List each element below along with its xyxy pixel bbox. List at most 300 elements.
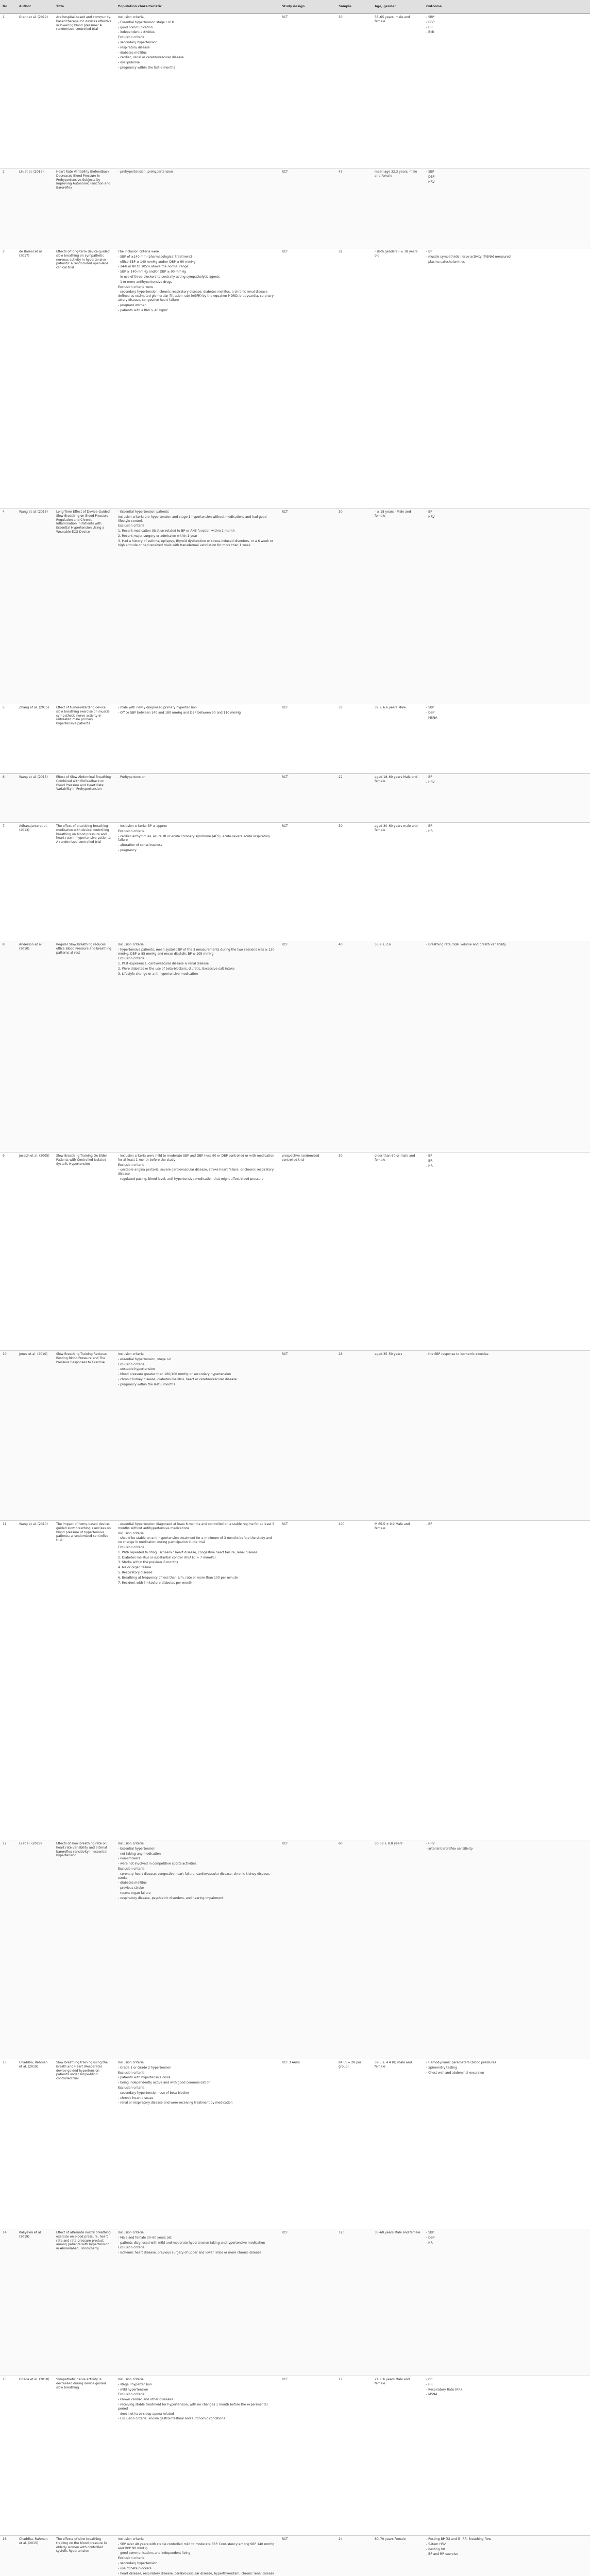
list-item: - SBP of ≥140 mm (pharmacological treatment)	[118, 255, 192, 259]
age-gender-cell: 60–70 years Female	[372, 2536, 424, 2576]
outcome-cell-list	[426, 170, 587, 184]
population-cell	[115, 2229, 279, 2376]
age-gender-cell: mean age 32.3 years, male and female	[372, 168, 424, 248]
table-row	[0, 1153, 590, 1351]
table-row	[0, 704, 590, 774]
list-item: - pregnant women	[118, 303, 147, 307]
outcome-cell-list	[426, 510, 587, 519]
list-item: - Grade 1 or Grade 2 hypertension	[118, 2065, 172, 2070]
population-cell-list	[118, 775, 277, 779]
list-item: - Hemodynamic parameters (blood pressure)	[426, 2061, 496, 2064]
population-cell	[115, 704, 279, 774]
list-item: Inclusion criteria	[118, 1352, 144, 1356]
population-cell-list	[118, 1522, 277, 1585]
list-item: - HR	[426, 829, 433, 833]
age-gender-cell: aged 35–50 years	[372, 1351, 424, 1521]
list-item: - MSNA	[426, 2393, 437, 2397]
title-cell: Heart Rate Variability Biofeedback Decreases Blood Pressure in Prehypertensive Subjects by Improving Autonomic Function and Baroreflex	[54, 168, 115, 248]
list-item: - receiving stable treatment for hypertension, with no changes 1 month before the experimental period	[118, 2402, 268, 2411]
header-cell: No	[0, 0, 16, 14]
header-cell: Author	[16, 0, 54, 14]
list-item: - known cardiac and other diseases	[118, 2398, 173, 2402]
outcome-cell-list	[426, 706, 587, 720]
list-item: - independent activities	[118, 30, 155, 35]
study-number-cell: 14	[0, 2229, 16, 2376]
outcome-cell	[424, 2376, 590, 2536]
study-number-cell: 2	[0, 168, 16, 248]
outcome-cell-list	[426, 250, 587, 264]
list-item: - HRV	[426, 1842, 435, 1845]
outcome-cell-list	[426, 2537, 587, 2556]
list-item: - Chest wall and abdominal excursion	[426, 2071, 484, 2075]
list-item: - recent organ failure	[118, 1891, 151, 1895]
title-cell: Sympathetic nerve activity is decreased during device guided slow breathing	[54, 2376, 115, 2536]
population-cell-list	[118, 2537, 277, 2575]
sample-cell: 60	[336, 1840, 372, 2059]
author-cell: Jones et al. (2010)	[16, 1351, 54, 1521]
outcome-cell	[424, 1521, 590, 1840]
list-item: - pregnancy	[118, 848, 137, 852]
header-row	[0, 0, 590, 14]
table-row	[0, 509, 590, 704]
outcome-cell	[424, 2229, 590, 2376]
outcome-cell	[424, 1351, 590, 1521]
title-cell: Regular Slow Breathing reduces office Blood Pressure and breathing patterns at rest	[54, 941, 115, 1153]
study-design-cell: RCT	[279, 823, 336, 941]
list-item: 3. Lifestyle change or anti-hypertensive medication	[118, 972, 198, 976]
list-item: Inclusion criteria pre-hypertension and stage 1 hypertension without medications and had good lifestyle control.	[118, 515, 267, 523]
list-item: - patients with hypertensive crisis	[118, 2076, 171, 2080]
list-item: Exclusion criteria	[118, 2393, 145, 2397]
author-cell: Anderson et al. (2010)	[16, 941, 54, 1153]
header-cell: Title	[54, 0, 115, 14]
list-item: - pregnancy within the last 6 months	[118, 65, 175, 70]
list-item: - diabetes mellitus	[118, 1881, 147, 1885]
list-item: - unstable angina pectoris, severe cardiovascular disease, stroke heart failure, or chronic respiratory disease	[118, 1168, 274, 1176]
list-item: - alteration of consciousness	[118, 843, 162, 848]
sample-cell: 24	[336, 2536, 372, 2576]
list-item: - DBP	[426, 175, 435, 179]
list-item: Exclusion criteria	[118, 829, 145, 833]
list-item: - MSNA	[426, 716, 437, 720]
age-gender-cell: older than 60 or male and female	[372, 1153, 424, 1351]
list-item: - stage I hypertension	[118, 2382, 152, 2386]
outcome-cell	[424, 1153, 590, 1351]
list-item: - SBP	[426, 170, 434, 174]
header-cell: Age, gender	[372, 0, 424, 14]
outcome-cell	[424, 823, 590, 941]
list-item: - DBP	[426, 20, 435, 24]
list-item: - Respiratory Rate (RR)	[426, 2387, 462, 2392]
list-item: - use of beta blockers	[118, 2566, 151, 2570]
sample-cell: 30	[336, 14, 372, 168]
list-item: - essential hypertension, stage I–II	[118, 1357, 171, 1361]
list-item: Inclusion criteria	[118, 1842, 144, 1845]
list-item: - Essential hypertension	[118, 1846, 156, 1851]
list-item: - male with newly diagnosed primary hypertension	[118, 706, 197, 709]
population-cell-list	[118, 2061, 277, 2105]
outcome-cell-list	[426, 1522, 587, 1527]
title-cell: Effect of Slow Abdominal Breathing Combined with Biofeedback on Blood Pressure and Heart Rate Variability in Prehypertension	[54, 774, 115, 823]
study-design-cell: RCT	[279, 248, 336, 509]
list-item: - BR	[426, 1159, 433, 1163]
study-number-cell: 9	[0, 1153, 16, 1351]
list-item: Exclusion criteria	[118, 1545, 145, 1549]
list-item: - the SBP response to isometric exercise	[426, 1352, 488, 1356]
study-design-cell: RCT	[279, 1840, 336, 2059]
sample-cell: 33	[336, 704, 372, 774]
title-cell: The effect of practicing breathing meditation with device controlling breathing on blood pressure and heart rate in hypertensive patients: A randomized controlled trial	[54, 823, 115, 941]
population-cell	[115, 248, 279, 509]
population-cell	[115, 2536, 279, 2576]
author-cell: Chaddha, Rahman et al. (2019)	[16, 2059, 54, 2229]
age-gender-cell: - Both genders - ≥ 18 years old	[372, 248, 424, 509]
population-cell-list	[118, 706, 277, 715]
list-item: Inclusion criteria	[118, 2061, 144, 2064]
header-cell: Study design	[279, 0, 336, 14]
outcome-cell-list	[426, 1154, 587, 1168]
author-cell: Wang et al. (2015)	[16, 774, 54, 823]
list-item: 1. Past experience, cardiovascular disease & renal disease	[118, 962, 209, 966]
study-number-cell: 6	[0, 774, 16, 823]
study-design-cell: RCT	[279, 941, 336, 1153]
list-item: - chronic heart disease	[118, 2096, 154, 2100]
study-number-cell: 8	[0, 941, 16, 1153]
title-cell: Effect of alternate nostril breathing exercise on blood pressure, heart rate and rate pressure product among patients with hypertension in Ahmedabad, Pondicherry	[54, 2229, 115, 2376]
list-item: - office SBP ≥ 140 mmHg and/or DBP ≥ 90 mmHg	[118, 260, 196, 264]
sample-cell: 84 (n = 28 per group)	[336, 2059, 372, 2229]
list-item: - Prehypertension	[118, 775, 146, 779]
outcome-cell	[424, 1840, 590, 2059]
population-cell	[115, 509, 279, 704]
list-item: The inclusion criteria were	[118, 250, 159, 253]
outcome-cell	[424, 774, 590, 823]
list-item: - BP	[426, 824, 432, 828]
list-item: - Resting BP (S) and ill. RR. Breathing flow	[426, 2537, 491, 2541]
title-cell: The effects of slow breathing training on the blood pressure in elderly women with controlled systolic hypertension	[54, 2536, 115, 2576]
list-item: - SBP	[426, 706, 434, 709]
list-item: - 24-h or 80 to 105% above the normal range	[118, 265, 189, 269]
population-cell	[115, 941, 279, 1153]
study-number-cell: 12	[0, 1840, 16, 2059]
age-gender-cell: 59.5 ± 4.4 (8) male and female	[372, 2059, 424, 2229]
list-item: Exclusion criteria were	[118, 285, 153, 289]
age-gender-cell: - ≥ 18 years - Male and female	[372, 509, 424, 704]
list-item: - HRV	[426, 180, 435, 184]
author-cell: Zhang et al. (2015)	[16, 704, 54, 774]
list-item: Inclusion criteria	[118, 943, 144, 946]
study-design-cell: RCT	[279, 2376, 336, 2536]
author-cell: Chaddha, Rahman et al. (2015)	[16, 2536, 54, 2576]
list-item: - cardiac, renal or cerebrovascular disease	[118, 56, 184, 60]
list-item: - chronic kidney disease, diabetes mellitus, heart or cerebrovascular disease	[118, 1377, 237, 1381]
author-cell: Adhanajanto et al. (2013)	[16, 823, 54, 941]
study-design-cell: RCT	[279, 704, 336, 774]
population-cell	[115, 1521, 279, 1840]
list-item: Inclusion criteria	[118, 2231, 144, 2234]
sample-cell: 120	[336, 2229, 372, 2376]
list-item: - SBP	[426, 2231, 434, 2234]
table-row	[0, 823, 590, 941]
list-item: - DBP	[426, 710, 435, 715]
sample-cell: 28	[336, 1351, 372, 1521]
header-cell: Population characteristic	[115, 0, 279, 14]
table-row	[0, 2536, 590, 2576]
table-row	[0, 1351, 590, 1521]
age-gender-cell: M 65.5 ± 9.9 Male and female	[372, 1521, 424, 1840]
sample-cell: 32	[336, 248, 372, 509]
sample-cell: 40	[336, 941, 372, 1153]
title-cell: The impact of home-based device-guided slow breathing exercises on blood pressure of hypertensive patients: a randomized controlled trial	[54, 1521, 115, 1840]
population-cell-list	[118, 824, 277, 853]
outcome-cell-list	[426, 824, 587, 834]
outcome-cell-list	[426, 2378, 587, 2397]
age-gender-cell: 35–65 years, male and female	[372, 14, 424, 168]
list-item: Inclusion criteria	[118, 1531, 144, 1535]
study-number-cell: 10	[0, 1351, 16, 1521]
list-item: - were not involved in competitive sports activities	[118, 1862, 197, 1866]
list-item: - BP	[426, 2378, 432, 2381]
sample-cell: 30	[336, 1153, 372, 1351]
title-cell: Slow breathing training using the Breath and Heart (Resperate) device-guided hypertension patients under single-blind controlled trial	[54, 2059, 115, 2229]
list-item: - Inclusion criteria: BP ≥ approx	[118, 824, 167, 828]
list-item: - BP	[426, 510, 432, 514]
outcome-cell	[424, 509, 590, 704]
population-cell-list	[118, 2378, 277, 2421]
table-row	[0, 2376, 590, 2536]
study-design-cell: RCT	[279, 1521, 336, 1840]
table-row	[0, 2229, 590, 2376]
list-item: - unstable hypertension	[118, 1367, 155, 1371]
study-design-cell: RCT	[279, 2229, 336, 2376]
sample-cell: 17	[336, 2376, 372, 2536]
population-cell	[115, 14, 279, 168]
outcome-cell	[424, 168, 590, 248]
header-cell: Sample	[336, 0, 372, 14]
list-item: - HRV	[426, 515, 435, 519]
list-item: - BP and RR exercise	[426, 2552, 458, 2556]
author-cell: Grant et al. (2019)	[16, 14, 54, 168]
author-cell: Kaliyevia et al. (2019)	[16, 2229, 54, 2376]
list-item: Exclusion criteria	[118, 2556, 145, 2561]
study-design-cell: RCT	[279, 509, 336, 704]
study-number-cell: 11	[0, 1521, 16, 1840]
outcome-cell-list	[426, 943, 587, 947]
table-row	[0, 2059, 590, 2229]
author-cell: Lin et al. (2012)	[16, 168, 54, 248]
table-row	[0, 248, 590, 509]
list-item: - non-smokers	[118, 1857, 140, 1861]
list-item: - Inclusion criteria were mild to moderate SBP and DBP (less 90 or DBP controlled or with medication for at least 1 month before the study	[118, 1154, 274, 1162]
list-item: - regulated pacing, blood level, anti-hypertensive medication that might affect blood pressure	[118, 1177, 264, 1181]
list-item: - Resting HR	[426, 2547, 446, 2551]
list-item: - plasma catecholamines	[426, 260, 465, 264]
list-item: - secondary hypertension, use of beta-blocker	[118, 2091, 190, 2095]
study-number-cell: 5	[0, 704, 16, 774]
list-item: - previous stroke	[118, 1886, 144, 1890]
list-item: - HR	[426, 25, 433, 29]
study-design-cell: prospective randomized controlled trial	[279, 1153, 336, 1351]
list-item: 3. Had a history of asthma, epilepsy, thyroid dysfunction or stress-induced disorders, or a 6 week or high altitude or had received trials with transdermal ventilation for more than 1 week	[118, 539, 273, 547]
title-cell: Are hospital-based and community-based therapeutic devices effective in lowering blood pressure? A randomized controlled trial	[54, 14, 115, 168]
outcome-cell-list	[426, 1842, 587, 1851]
list-item: Exclusion criteria	[118, 1163, 145, 1167]
list-item: 5. Respiratory disease	[118, 1570, 153, 1574]
study-number-cell: 7	[0, 823, 16, 941]
list-item: - BP	[426, 775, 432, 779]
list-item: 3. Stroke within the previous 6 months	[118, 1561, 178, 1565]
list-item: - good communication, and independent living	[118, 2551, 191, 2555]
list-item: - HRV	[426, 780, 435, 784]
list-item: - pregnancy within the last 6 months	[118, 1382, 175, 1386]
population-cell	[115, 1840, 279, 2059]
author-cell: Joseph et al. (2005)	[16, 1153, 54, 1351]
list-item: - being independently active and with good communication	[118, 2081, 211, 2085]
population-cell	[115, 774, 279, 823]
list-item: - Breathing rate, tidal volume and breath variability	[426, 943, 506, 946]
list-item: - dyslipidemia	[118, 61, 140, 65]
list-item: - SBP	[426, 15, 434, 19]
list-item: - blood pressure greater than 160/100 mmHg or secondary hypertension	[118, 1372, 231, 1377]
population-cell-list	[118, 510, 277, 547]
header-cell: Outcome	[424, 0, 590, 14]
outcome-cell-list	[426, 775, 587, 785]
outcome-cell	[424, 248, 590, 509]
age-gender-cell: 55.9 ± 2.6	[372, 941, 424, 1153]
list-item: - secondary hypertension, chronic respiratory disease, diabetes mellitus, a chronic renal disease defined as estimated glomerular filtration rate (eGFR) by the equation MDRD, bradycardia, coronary artery disease, congestive heart failure	[118, 290, 274, 302]
list-item: - 1 or more antihypertensive drugs	[118, 280, 172, 284]
list-item: Inclusion criteria	[118, 2537, 144, 2541]
outcome-cell-list	[426, 1352, 587, 1357]
list-item: - patients diagnosed with mild and moderate hypertension taking antihypertensive medication	[118, 2241, 265, 2245]
list-item: - respiratory disease, psychiatric disorders, and hearing impairment	[118, 1896, 224, 1900]
age-gender-cell: 37 ± 6.6 years Male	[372, 704, 424, 774]
outcome-cell	[424, 14, 590, 168]
table-body	[0, 14, 590, 2576]
outcome-cell-list	[426, 2231, 587, 2245]
outcome-cell	[424, 704, 590, 774]
sample-cell: 30	[336, 823, 372, 941]
list-item: - HR	[426, 2241, 433, 2245]
population-cell	[115, 2059, 279, 2229]
study-design-cell: RCT	[279, 1351, 336, 1521]
age-gender-cell: aged 18–60 years Male and female	[372, 774, 424, 823]
outcome-cell-list	[426, 2061, 587, 2075]
list-item: - Office SBP between 140 and 180 mmHg and DBP between 90 and 110 mmHg	[118, 710, 241, 715]
sample-cell: 400	[336, 1521, 372, 1840]
list-item: - BP	[426, 250, 432, 253]
population-cell-list	[118, 2231, 277, 2255]
outcome-cell-list	[426, 15, 587, 35]
list-item: 4. Major organ failure	[118, 1566, 151, 1570]
list-item: 6. Breathing at frequency of less than 5/m, rate or more than 100 per minute	[118, 1575, 238, 1580]
list-item: - BP	[426, 1522, 432, 1526]
list-item: - in use of three blockers to centrally acting sympatholytic agents	[118, 275, 220, 279]
outcome-cell	[424, 941, 590, 1153]
title-cell: Slow Breathing Training Reduces Resting Blood Pressure and The Pressure Responses to Exercise	[54, 1351, 115, 1521]
list-item: - hypertensive patients, mean systolic BP of the 3 measurements during the two sessions was ≥ 130 mmHg, DBP ≥ 85 mmHg and mean diastolic BP ≤ 105 mmHg	[118, 947, 275, 956]
population-cell	[115, 1153, 279, 1351]
table-row	[0, 14, 590, 168]
list-item: - should be stable on anti-hypertension treatment for a minimum of 3 months before the study and no change in medication during participation in the trial	[118, 1536, 272, 1545]
list-item: Inclusion criteria	[118, 2378, 144, 2381]
study-design-cell: RCT 3 Arms	[279, 2059, 336, 2229]
list-item: - good communication	[118, 25, 153, 29]
population-cell	[115, 2376, 279, 2536]
list-item: Exclusion criteria	[118, 1867, 145, 1871]
list-item: - diabetes mellitus	[118, 50, 147, 55]
list-item: - secondary hypertension	[118, 40, 158, 44]
list-item: 1. Recent medication titration related to BP or ANS function within 1 month	[118, 529, 235, 533]
list-item: - BMI	[426, 30, 434, 35]
list-item: - renal or respiratory disease and were receiving treatment by medication	[118, 2101, 233, 2105]
list-item: Exclusion criteria	[118, 1362, 145, 1366]
author-cell: Oneda et al. (2010)	[16, 2376, 54, 2536]
outcome-cell	[424, 2059, 590, 2229]
table-header	[0, 0, 590, 14]
population-cell-list	[118, 250, 277, 312]
title-cell: Effects of long-term device-guided slow breathing on sympathetic nervous activity in hypertensive patients: a randomized open-label clinical trial	[54, 248, 115, 509]
list-item: - heart disease, respiratory disease, cerebrovascular disease, hyperthyroidism, chronic renal disease	[118, 2571, 275, 2575]
list-item: - BP	[426, 1154, 432, 1158]
list-item: 2. Were diabetes or the use of beta-blockers, diuretic, Excessive salt intake	[118, 967, 234, 971]
title-cell: Effect of tumor-retarding device slow breathing exercise on muscle sympathetic nerve activity in untreated male primary hypertensive patients	[54, 704, 115, 774]
study-number-cell: 16	[0, 2536, 16, 2576]
sample-cell: 22	[336, 774, 372, 823]
table-row	[0, 1521, 590, 1840]
list-item: Exclusion criteria	[118, 2086, 145, 2090]
table-row	[0, 774, 590, 823]
list-item: Exclusion criteria	[118, 36, 145, 40]
list-item: Exclusion criteria	[118, 2071, 145, 2075]
list-item: 2. Diabetes mellitus or substantial control (HbA1C > 7 mmol/L)	[118, 1555, 216, 1560]
list-item: 2. Recent major surgery or admission within 1 year	[118, 534, 197, 538]
list-item: - arterial baroreflex sensitivity	[426, 1846, 473, 1851]
list-item: - HR	[426, 1164, 433, 1168]
age-gender-cell: 21 ± 6 years Male and female	[372, 2376, 424, 2536]
author-cell: Wang et al. (2010)	[16, 1521, 54, 1840]
study-design-cell: RCT	[279, 168, 336, 248]
list-item: - Essential hypertension stage I or II	[118, 20, 174, 24]
list-item: - 5-item HRV	[426, 2542, 446, 2546]
age-gender-cell: 35–60 years Male and female	[372, 2229, 424, 2376]
list-item: - muscle sympathetic nerve activity (MSNA) measured	[426, 255, 511, 259]
title-cell: Effects of slow breathing rate on heart rate variability and arterial baroreflex sensitivity in essential hypertension	[54, 1840, 115, 2059]
list-item: 1. With repeated fainting, ischaemic heart disease, congestive heart failure, renal disease	[118, 1550, 258, 1554]
list-item: - essential hypertension diagnosed at least 6 months and controlled on a stable regime for at least 3 months without antihypertensive medications	[118, 1522, 275, 1530]
population-cell	[115, 168, 279, 248]
population-cell-list	[118, 1352, 277, 1387]
population-cell	[115, 823, 279, 941]
list-item: - DBP	[426, 2235, 435, 2240]
population-cell-list	[118, 170, 277, 174]
study-design-cell: RCT	[279, 2536, 336, 2576]
population-cell-list	[118, 943, 277, 976]
list-item: - does not have sleep apnea related	[118, 2412, 174, 2416]
study-number-cell: 13	[0, 2059, 16, 2229]
list-item: - prehypertension; prehypertension	[118, 170, 173, 174]
study-design-cell: RCT	[279, 774, 336, 823]
list-item: Exclusion criteria	[118, 957, 145, 961]
study-number-cell: 4	[0, 509, 16, 704]
list-item: - SBP ≥ 140 mmHg and/or DBP ≥ 90 mmHg	[118, 270, 186, 274]
list-item: - Exclusion criteria: known gastrointestinal and autonomic conditions	[118, 2417, 225, 2421]
sample-cell: 43	[336, 168, 372, 248]
sample-cell: 30	[336, 509, 372, 704]
table-row	[0, 941, 590, 1153]
title-cell: Slow Breathing Training On Elder Patients with Controlled Isolated Systolic Hypertension	[54, 1153, 115, 1351]
list-item: - ischemic heart disease, previous surgery of upper and lower limbs or more chronic disease	[118, 2251, 261, 2255]
